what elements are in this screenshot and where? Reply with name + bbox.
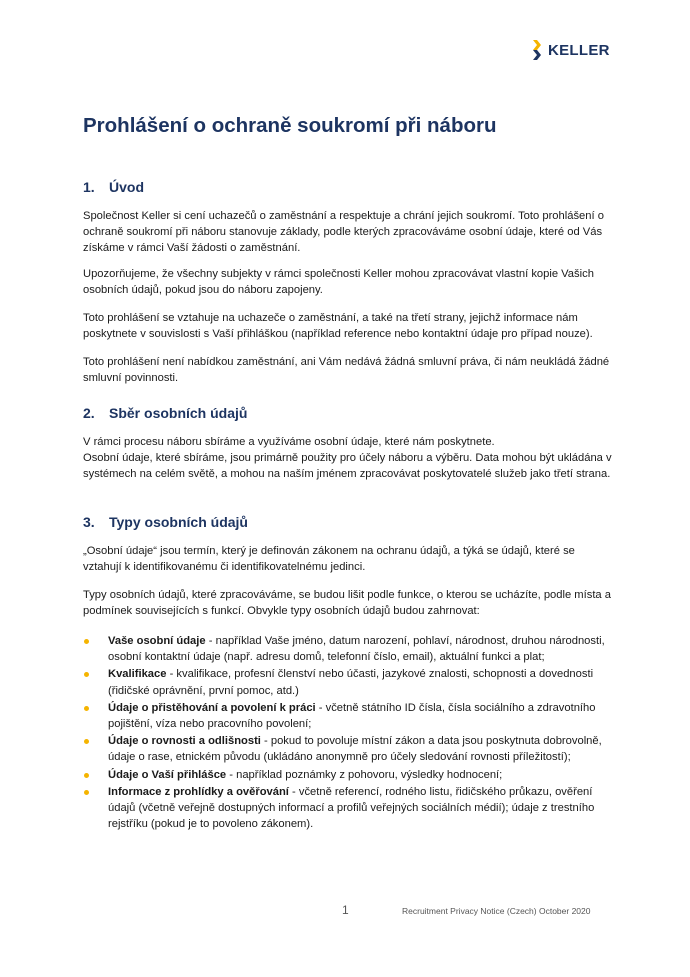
- list-item: [83, 633, 613, 665]
- page-title: Prohlášení o ochraně soukromí při náboru: [83, 114, 497, 137]
- list-item: [83, 700, 613, 732]
- keller-logo: [532, 40, 610, 60]
- keller-logo-icon: [532, 40, 544, 60]
- section-heading-types: [83, 514, 248, 530]
- list-item-text: - pokud to povoluje místní zákon a data jsou poskytnuta dobrovolně, údaje o rase, etnickém původu (ukládáno anonymně pro účely sledování rovnosti příležitostí);: [108, 735, 602, 764]
- bullet-icon: [84, 739, 89, 744]
- list-item: [83, 733, 613, 765]
- section-number: 2.: [83, 405, 95, 421]
- bullet-icon: [84, 639, 89, 644]
- paragraph: Toto prohlášení není nabídkou zaměstnání, ani Vám nedává žádná smluvní práva, či nám neukládá žádné smluvní povinnosti.: [83, 356, 610, 385]
- list-item-term: Kvalifikace: [108, 668, 167, 681]
- section-heading-intro: [83, 179, 144, 195]
- bullet-icon: [84, 706, 89, 711]
- keller-logo-text: KELLER: [548, 41, 610, 59]
- section-heading-collection: [83, 405, 247, 421]
- list-item: [83, 767, 613, 783]
- bullet-icon: [84, 672, 89, 677]
- list-item-term: Vaše osobní údaje: [108, 635, 206, 647]
- paragraph: Osobní údaje, které sbíráme, jsou primárně použity pro účely náboru a výběru. Data mohou být ukládána v systémech na celém světě, a mohou na naším jménem zpracovávat poskytovatelé služeb jako třetí strana.: [83, 452, 612, 481]
- footer-note: Recruitment Privacy Notice (Czech) October 2020: [402, 906, 591, 916]
- section-title: Úvod: [109, 179, 144, 195]
- paragraph: Společnost Keller si cení uchazečů o zaměstnání a respektuje a chrání jejich soukromí. Toto prohlášení o ochraně soukromí při náboru stanovuje základy, podle kterých zpracováváme osobní údaje, které od Vás získáme v rámci Vaší žádosti o zaměstnání.: [83, 210, 604, 255]
- list-item: [83, 784, 613, 833]
- section-number: 1.: [83, 179, 95, 195]
- list-item-text: - například Vaše jméno, datum narození, pohlaví, národnost, druhou národnosti, osobní kontaktní údaje (např. adresu domů, telefonní číslo, email), aktuální funkci a plat;: [108, 635, 605, 664]
- section-title: Typy osobních údajů: [109, 514, 248, 530]
- list-item: [83, 666, 613, 698]
- list-item-text: - včetně státního ID čísla, čísla sociálního a zdravotního pojištění, víza nebo pracovního povolení;: [108, 701, 596, 731]
- list-item-term: Údaje o rovnosti a odlišnosti: [108, 735, 261, 748]
- section-title: Sběr osobních údajů: [109, 405, 248, 421]
- list-item-term: Údaje o přistěhování a povolení k práci: [108, 701, 316, 714]
- list-item-text: - včetně referencí, rodného listu, řidičského průkazu, ověření údajů (včetně veřejně dostupných informací a profilů veřejných sociálních médií); údaje z trestního rejstříku (pokud je to povoleno zákonem).: [108, 785, 595, 831]
- list-item-term: Údaje o Vaší přihlášce: [108, 768, 227, 781]
- paragraph: Upozorňujeme, že všechny subjekty v rámci společnosti Keller mohou zpracovávat vlastní kopie Vašich osobních údajů, pokud jsou do náboru zapojeny.: [83, 268, 594, 297]
- bullet-icon: [84, 773, 89, 778]
- paragraph: „Osobní údaje“ jsou termín, který je definován zákonem na ochranu údajů, a týká se údajů, které se vztahují k identifikovanému či identifikovatelnému jedinci.: [83, 545, 575, 574]
- paragraph: Typy osobních údajů, které zpracováváme, se budou lišit podle funkce, o kterou se ucházíte, podle místa a podmínek souvisejících s funkcí. Obvykle typy osobních údajů budou zahrnovat:: [83, 589, 611, 618]
- paragraph: V rámci procesu náboru sbíráme a využíváme osobní údaje, které nám poskytnete.: [83, 436, 495, 448]
- bullet-icon: [84, 790, 89, 795]
- section-number: 3.: [83, 514, 95, 530]
- page-number: 1: [342, 903, 349, 917]
- personal-data-types-list: [83, 633, 613, 832]
- list-item-term: Informace z prohlídky a ověřování: [108, 785, 289, 798]
- list-item-text: - kvalifikace, profesní členství nebo účasti, jazykové znalosti, schopnosti a dovednosti (řidičské oprávnění, první pomoc, atd.): [108, 668, 594, 697]
- list-item-text: - například poznámky z pohovoru, výsledky hodnocení;: [226, 768, 503, 781]
- paragraph: Toto prohlášení se vztahuje na uchazeče o zaměstnání, a také na třetí strany, jejichž informace nám poskytnete v souvislosti s Vaší přihláškou (například reference nebo kontaktní údaje pro případ nouze).: [83, 312, 593, 341]
